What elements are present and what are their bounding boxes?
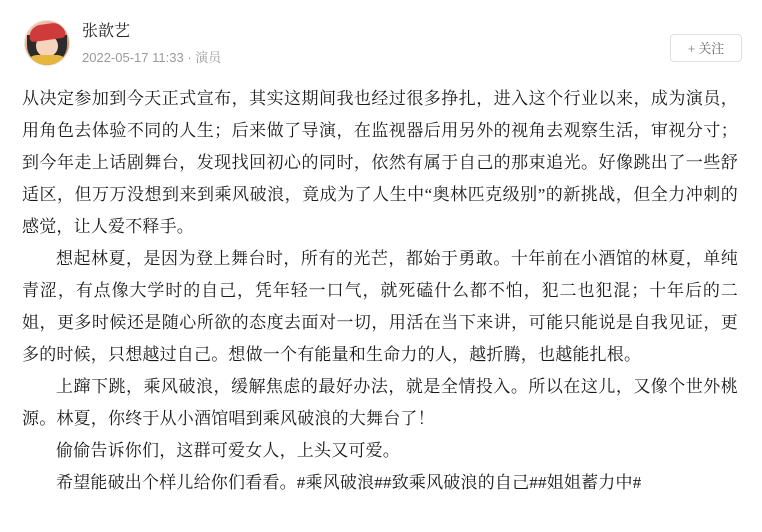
- post-paragraph: 从决定参加到今天正式宣布，其实这期间我也经过很多挣扎，进入这个行业以来，成为演员，用角色去体验不同的人生；后来做了导演，在监视器后用另外的视角去观察生活，审视分寸；到今年走上话剧舞台，发现找回初心的同时，依然有属于自己的那束追光。好像跳出了一些舒适区，但万万没想到来到乘风破浪，竟成为了人生中“奥林匹克级别”的新挑战，但全力冲刺的感觉，让人爱不释手。: [22, 89, 738, 236]
- post-paragraph-hashtags: 希望能破出个样儿给你们看看。#乘风破浪##致乘风破浪的自己##姐姐蓄力中#: [56, 473, 642, 492]
- author-role: 演员: [195, 50, 222, 65]
- post-header-text: [82, 20, 221, 67]
- meta-separator: ·: [187, 50, 192, 65]
- follow-button[interactable]: [670, 34, 742, 62]
- avatar-shoulder: [27, 55, 67, 65]
- plus-icon: +: [687, 41, 696, 56]
- post-paragraph: 上蹿下跳，乘风破浪，缓解焦虑的最好办法，就是全情投入。所以在这儿，又像个世外桃源。林夏，你终于从小酒馆唱到乘风破浪的大舞台了！: [22, 377, 738, 428]
- avatar[interactable]: [24, 20, 70, 66]
- post-paragraph: 偷偷告诉你们，这群可爱女人，上头又可爱。: [56, 441, 400, 460]
- post-meta: [82, 49, 221, 67]
- author-name[interactable]: 张歆艺: [82, 23, 131, 40]
- post-body: [0, 67, 762, 499]
- post-paragraph: 想起林夏，是因为登上舞台时，所有的光芒，都始于勇敢。十年前在小酒馆的林夏，单纯青涩，有点像大学时的自己，凭年轻一口气，就死磕什么都不怕，犯二也犯混；十年后的二姐，更多时候还是随心所欲的态度去面对一切，用活在当下来讲，可能只能说是自我见证，更多的时候，只想越过自己。想做一个有能量和生命力的人，越折腾，也越能扎根。: [22, 249, 738, 364]
- post-header: [0, 0, 762, 67]
- follow-button-label: 关注: [698, 41, 725, 56]
- post-timestamp: 2022-05-17 11:33: [82, 50, 184, 65]
